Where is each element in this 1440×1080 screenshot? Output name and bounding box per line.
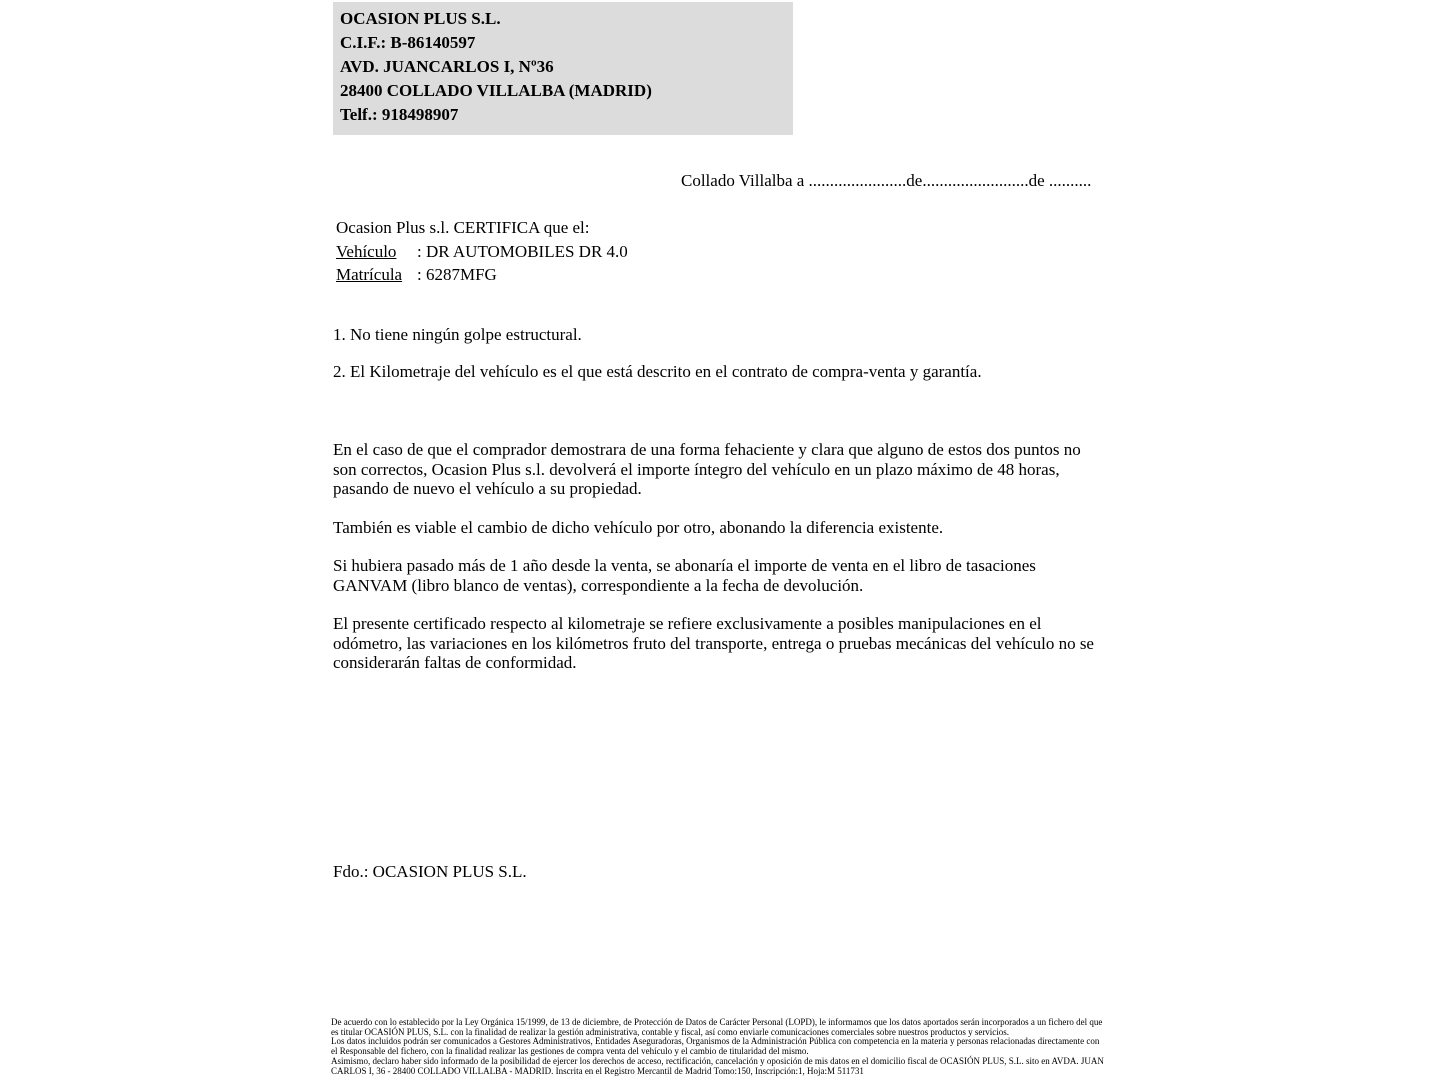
legal-footer bbox=[331, 1018, 1106, 1076]
point-1: 1. No tiene ningún golpe estructural. bbox=[333, 325, 582, 344]
company-cif: C.I.F.: B-86140597 bbox=[340, 33, 476, 52]
paragraph-odometer: El presente certificado respecto al kilometraje se refiere exclusivamente a posibles manipulaciones en el odómetro, las variaciones en los kilómetros fruto del transporte, entrega o pruebas mecánicas del vehículo no se considerarán faltas de conformidad. bbox=[333, 614, 1094, 672]
paragraph-ganvam: Si hubiera pasado más de 1 año desde la venta, se abonaría el importe de venta en el libro de tasaciones GANVAM (libro blanco de ventas), correspondiente a la fecha de devolución. bbox=[333, 556, 1036, 595]
vehicle-value: : DR AUTOMOBILES DR 4.0 bbox=[417, 241, 628, 261]
certification-block bbox=[336, 216, 628, 287]
company-address-line1: AVD. JUANCARLOS I, Nº36 bbox=[340, 57, 554, 76]
company-header-box bbox=[333, 2, 793, 135]
vehicle-line bbox=[336, 240, 628, 264]
company-name: OCASION PLUS S.L. bbox=[340, 9, 501, 28]
point-2: 2. El Kilometraje del vehículo es el que está descrito en el contrato de compra-venta y garantía. bbox=[333, 362, 982, 381]
certification-intro: Ocasion Plus s.l. CERTIFICA que el: bbox=[336, 218, 590, 237]
date-line: Collado Villalba a .......................de.........................de .......... bbox=[681, 171, 1092, 190]
footer-lopd-paragraph: De acuerdo con lo establecido por la Ley Orgánica 15/1999, de 13 de diciembre, de Protección de Datos de Carácter Personal (LOPD), le informamos que los datos aportados serán incorporados a un fichero del que es titular OCASIÓN PLUS, S.L. con la finalidad de realizar la gestión administrativa, contable y fiscal, así como enviarle comunicaciones comerciales sobre nuestros productos y servicios. bbox=[331, 1017, 1103, 1037]
paragraph-exchange: También es viable el cambio de dicho vehículo por otro, abonando la diferencia existente. bbox=[333, 517, 944, 537]
company-phone: Telf.: 918498907 bbox=[340, 105, 459, 124]
footer-rights-paragraph: Asimismo, declaro haber sido informado de la posibilidad de ejercer los derechos de acceso, rectificación, cancelación y oposición de mis datos en el domicilio fiscal de OCASIÓN PLUS, S.L. sito en AVDA. JUAN CARLOS I, 36 - 28400 COLLADO VILLALBA - MADRID. Inscrita en el Registro Mercantil de Madrid Tomo:150, Inscripción:1, Hoja:M 511731 bbox=[331, 1055, 1104, 1076]
paragraph-refund: En el caso de que el comprador demostrara de una forma fehaciente y clara que alguno de estos dos puntos no son correctos, Ocasion Plus s.l. devolverá el importe íntegro del vehículo en un plazo máximo de 48 horas, pasando de nuevo el vehículo a su propiedad. bbox=[333, 440, 1081, 498]
plate-label: Matrícula bbox=[336, 265, 403, 284]
vehicle-label: Vehículo bbox=[336, 241, 397, 261]
company-address-line2: 28400 COLLADO VILLALBA (MADRID) bbox=[340, 81, 652, 100]
plate-line bbox=[336, 263, 628, 287]
signature-line: Fdo.: OCASION PLUS S.L. bbox=[333, 862, 527, 881]
plate-value: : 6287MFG bbox=[417, 265, 497, 284]
footer-data-sharing-paragraph: Los datos incluidos podrán ser comunicados a Gestores Administrativos, Entidades Aseguradoras, Organismos de la Administración Pública con competencia en la materia y personas relacionadas directamente con el Responsable del fichero, con la finalidad realizar las gestiones de compra venta del vehículo y el cambio de titularidad del mismo. bbox=[331, 1036, 1100, 1057]
body-text bbox=[333, 440, 1095, 692]
